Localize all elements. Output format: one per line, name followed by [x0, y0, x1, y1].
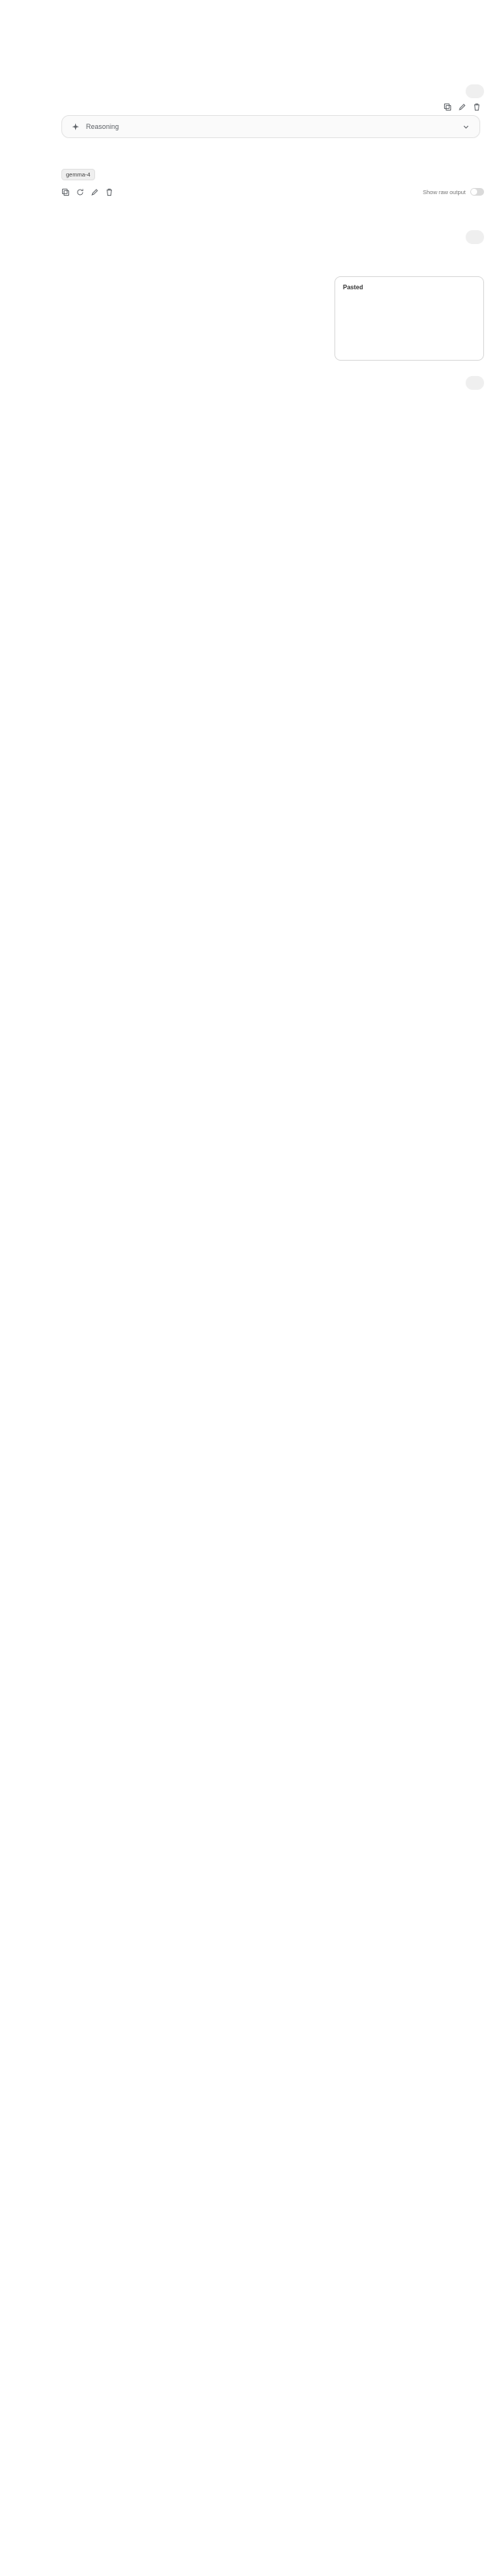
reasoning-panel[interactable] [61, 115, 480, 138]
toggle-switch[interactable] [470, 188, 484, 196]
meta-row [61, 169, 114, 180]
edit-icon[interactable] [458, 103, 466, 111]
delete-icon[interactable] [473, 103, 481, 111]
model-chip[interactable]: gemma-4 [61, 169, 95, 180]
user-bubble [466, 84, 484, 98]
assistant-reply-1 [61, 150, 480, 158]
edit-icon[interactable] [91, 188, 99, 196]
raw-output-toggle[interactable]: Show raw output [423, 188, 484, 196]
user-bubble [466, 376, 484, 390]
copy-icon[interactable] [443, 103, 452, 111]
user-message-3 [466, 376, 484, 390]
assistant-actions [61, 188, 114, 196]
pasted-title: Pasted [343, 284, 364, 291]
reasoning-label: Reasoning [86, 123, 120, 130]
pasted-block[interactable] [334, 276, 484, 361]
user-message-1 [443, 84, 484, 111]
copy-icon[interactable] [61, 188, 70, 196]
regenerate-icon[interactable] [76, 188, 84, 196]
chevron-down-icon [462, 123, 470, 131]
user-message-2 [466, 230, 484, 244]
delete-icon[interactable] [105, 188, 114, 196]
user-bubble [466, 230, 484, 244]
sparkle-icon [71, 123, 80, 131]
user-actions [443, 103, 481, 111]
